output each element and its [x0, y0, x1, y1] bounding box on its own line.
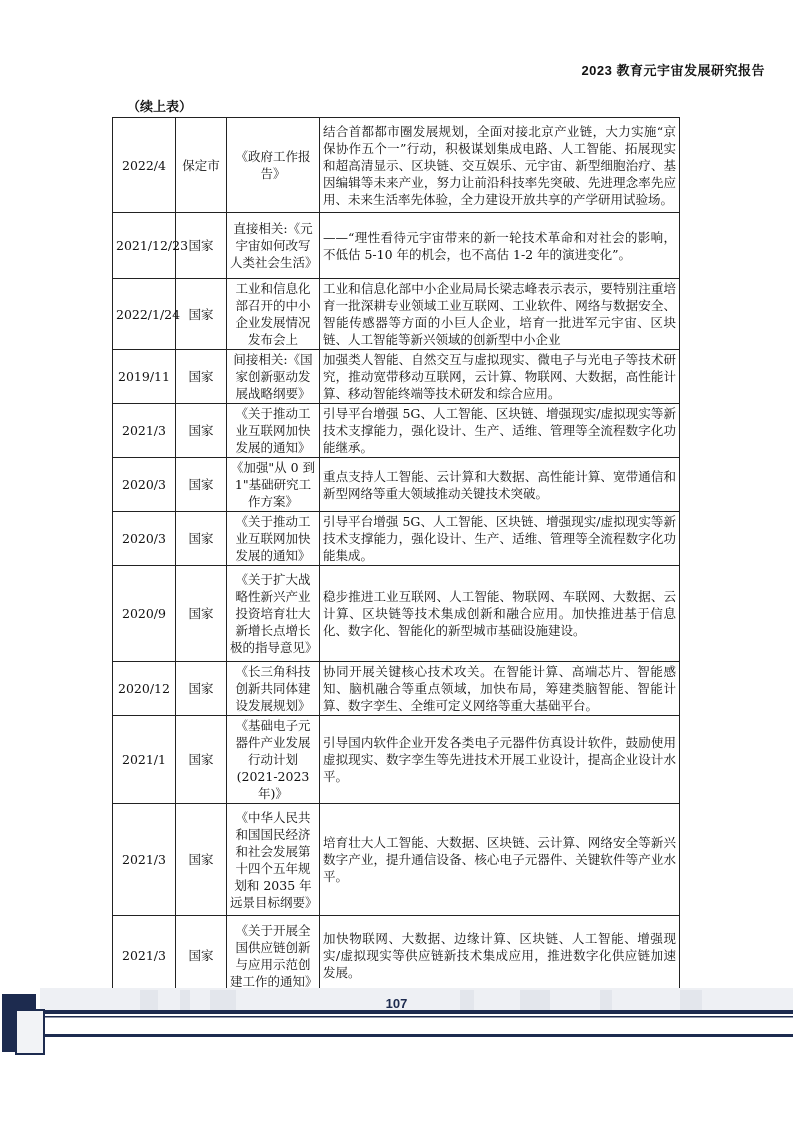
row-content: 引导平台增强 5G、人工智能、区块链、增强现实/虚拟现实等新技术支撑能力，强化设计、生产、适维、管理等全流程数字化功能集成。 — [320, 512, 680, 566]
row-content: ——“理性看待元宇宙带来的新一轮技术革命和对社会的影响，不低估 5-10 年的机会，也不高估 1-2 年的演进变化”。 — [320, 213, 680, 279]
row-date: 2021/12/23 — [113, 213, 176, 279]
row-content: 重点支持人工智能、云计算和大数据、高性能计算、宽带通信和新型网络等重大领域推动关键技术突破。 — [320, 458, 680, 512]
table-row — [113, 213, 680, 279]
row-date: 2020/3 — [113, 512, 176, 566]
row-region: 国家 — [176, 350, 227, 404]
table-row — [113, 279, 680, 350]
row-document: 《关于扩大战略性新兴产业投资培育壮大新增长点增长极的指导意见》 — [227, 566, 320, 662]
row-document: 《长三角科技创新共同体建设发展规划》 — [227, 662, 320, 716]
row-region: 国家 — [176, 512, 227, 566]
policy-table — [112, 117, 680, 996]
row-document: 《关于推动工业互联网加快发展的通知》 — [227, 512, 320, 566]
row-content: 加强类人智能、自然交互与虚拟现实、微电子与光电子等技术研究，推动宽带移动互联网，云计算、物联网、大数据，高性能计算、移动智能终端等技术研发和综合应用。 — [320, 350, 680, 404]
row-document: 《中华人民共和国国民经济和社会发展第十四个五年规划和 2035 年远景目标纲要》 — [227, 804, 320, 916]
table-row — [113, 404, 680, 458]
row-document: 《政府工作报告》 — [227, 118, 320, 213]
row-date: 2021/3 — [113, 916, 176, 996]
row-content: 工业和信息化部中小企业局局长梁志峰表示表示，要特别注重培育一批深耕专业领域工业互联网、工业软件、网络与数据安全、智能传感器等方面的小巨人企业，培育一批进军元宇宙、区块链、人工智能等新兴领域的创新型中小企业 — [320, 279, 680, 350]
table-row — [113, 662, 680, 716]
table-row — [113, 804, 680, 916]
row-content: 引导平台增强 5G、人工智能、区块链、增强现实/虚拟现实等新技术支撑能力，强化设计、生产、适维、管理等全流程数字化功能继承。 — [320, 404, 680, 458]
table-row — [113, 512, 680, 566]
table-row — [113, 458, 680, 512]
row-document: 工业和信息化部召开的中小企业发展情况发布会上 — [227, 279, 320, 350]
row-content: 培育壮大人工智能、大数据、区块链、云计算、网络安全等新兴数字产业，提升通信设备、核心电子元器件、关键软件等产业水平。 — [320, 804, 680, 916]
row-region: 保定市 — [176, 118, 227, 213]
row-date: 2021/3 — [113, 804, 176, 916]
table-row — [113, 566, 680, 662]
row-document: 《加强"从 0 到 1"基础研究工作方案》 — [227, 458, 320, 512]
row-date: 2022/1/24 — [113, 279, 176, 350]
report-title: 2023 教育元宇宙发展研究报告 — [581, 63, 765, 78]
row-region: 国家 — [176, 279, 227, 350]
row-date: 2021/1 — [113, 716, 176, 804]
row-content: 结合首都都市圈发展规划，全面对接北京产业链，大力实施“京保协作五个一”行动，积极谋划集成电路、人工智能、拓展现实和超高清显示、区块链、交互娱乐、元宇宙、新型细胞治疗、基因编辑等未来产业，努力让前沿科技率先突破、先进理念率先应用、未来生活率先体验，全力建设开放共享的产学研用试验场。 — [320, 118, 680, 213]
table-continued-label: （续上表） — [127, 100, 193, 115]
table-row — [113, 350, 680, 404]
row-date: 2020/9 — [113, 566, 176, 662]
row-region: 国家 — [176, 566, 227, 662]
row-date: 2022/4 — [113, 118, 176, 213]
row-region: 国家 — [176, 716, 227, 804]
row-region: 国家 — [176, 662, 227, 716]
row-content: 协同开展关键核心技术攻关。在智能计算、高端芯片、智能感知、脑机融合等重点领域，加快布局，筹建类脑智能、智能计算、数字孪生、全维可定义网络等重大基础平台。 — [320, 662, 680, 716]
row-document: 直接相关:《元宇宙如何改写人类社会生活》 — [227, 213, 320, 279]
row-region: 国家 — [176, 916, 227, 996]
row-region: 国家 — [176, 458, 227, 512]
row-document: 《基础电子元器件产业发展行动计划(2021-2023年)》 — [227, 716, 320, 804]
table-row — [113, 118, 680, 213]
row-region: 国家 — [176, 213, 227, 279]
row-document: 《关于开展全国供应链创新与应用示范创建工作的通知》 — [227, 916, 320, 996]
row-document: 《关于推动工业互联网加快发展的通知》 — [227, 404, 320, 458]
row-region: 国家 — [176, 404, 227, 458]
row-document: 间接相关:《国家创新驱动发展战略纲要》 — [227, 350, 320, 404]
table-row — [113, 716, 680, 804]
row-content: 稳步推进工业互联网、人工智能、物联网、车联网、大数据、云计算、区块链等技术集成创新和融合应用。加快推进基于信息化、数字化、智能化的新型城市基础设施建设。 — [320, 566, 680, 662]
row-date: 2021/3 — [113, 404, 176, 458]
table-row — [113, 916, 680, 996]
page-number: 107 — [385, 996, 408, 1011]
row-date: 2020/12 — [113, 662, 176, 716]
row-content: 引导国内软件企业开发各类电子元器件仿真设计软件，鼓励使用虚拟现实、数字孪生等先进技术开展工业设计，提高企业设计水平。 — [320, 716, 680, 804]
row-content: 加快物联网、大数据、边缘计算、区块链、人工智能、增强现实/虚拟现实等供应链新技术集成应用，推进数字化供应链加速发展。 — [320, 916, 680, 996]
row-date: 2020/3 — [113, 458, 176, 512]
row-date: 2019/11 — [113, 350, 176, 404]
row-region: 国家 — [176, 804, 227, 916]
